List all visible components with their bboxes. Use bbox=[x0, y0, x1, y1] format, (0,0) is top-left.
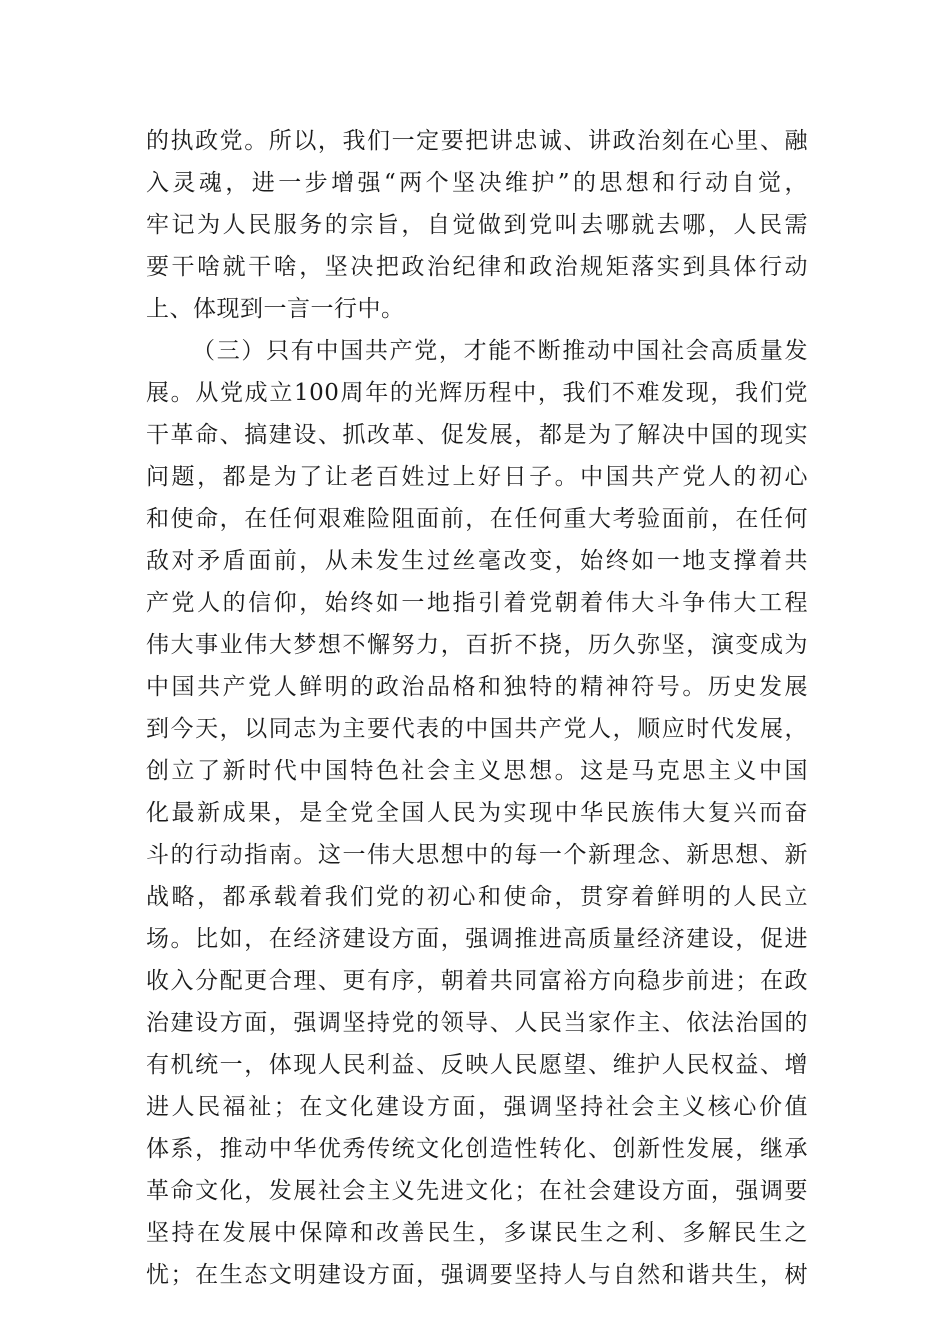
text-line: 革命文化，发展社会主义先进文化；在社会建设方面，强调要 bbox=[146, 1178, 808, 1204]
section-heading-line: （三）只有中国共产党，才能不断推动中国社会高质量发 bbox=[192, 338, 808, 364]
text-line: 展。从党成立100周年的光辉历程中，我们不难发现，我们党 bbox=[146, 380, 808, 406]
text-line: 收入分配更合理、更有序，朝着共同富裕方向稳步前进；在政 bbox=[146, 968, 808, 994]
text-line: 斗的行动指南。这一伟大思想中的每一个新理念、新思想、新 bbox=[146, 842, 808, 868]
text-line: 场。比如，在经济建设方面，强调推进高质量经济建设，促进 bbox=[146, 926, 808, 952]
text-line: 要干啥就干啥，坚决把政治纪律和政治规矩落实到具体行动 bbox=[146, 254, 808, 280]
text-line: 进人民福祉；在文化建设方面，强调坚持社会主义核心价值 bbox=[146, 1094, 808, 1120]
text-line: 入灵魂，进一步增强“两个坚决维护”的思想和行动自觉， bbox=[146, 170, 808, 196]
text-line: 到今天，以同志为主要代表的中国共产党人，顺应时代发展， bbox=[146, 716, 808, 742]
body-text bbox=[146, 120, 808, 1296]
text-line: 体系，推动中华优秀传统文化创造性转化、创新性发展，继承 bbox=[146, 1136, 808, 1162]
text-line: 牢记为人民服务的宗旨，自觉做到党叫去哪就去哪，人民需 bbox=[146, 212, 808, 238]
text-line: 战略，都承载着我们党的初心和使命，贯穿着鲜明的人民立 bbox=[146, 884, 808, 910]
text-line: 忧；在生态文明建设方面，强调要坚持人与自然和谐共生，树 bbox=[146, 1262, 808, 1288]
text-line: 创立了新时代中国特色社会主义思想。这是马克思主义中国 bbox=[146, 758, 808, 784]
text-line: 和使命，在任何艰难险阻面前，在任何重大考验面前，在任何 bbox=[146, 506, 808, 532]
text-line: 产党人的信仰，始终如一地指引着党朝着伟大斗争伟大工程 bbox=[146, 590, 808, 616]
text-line: 坚持在发展中保障和改善民生，多谋民生之利、多解民生之 bbox=[146, 1220, 808, 1246]
text-line: 的执政党。所以，我们一定要把讲忠诚、讲政治刻在心里、融 bbox=[146, 128, 808, 154]
text-line: 干革命、搞建设、抓改革、促发展，都是为了解决中国的现实 bbox=[146, 422, 808, 448]
text-line: 敌对矛盾面前，从未发生过丝毫改变，始终如一地支撑着共 bbox=[146, 548, 808, 574]
text-line: 中国共产党人鲜明的政治品格和独特的精神符号。历史发展 bbox=[146, 674, 808, 700]
text-line: 治建设方面，强调坚持党的领导、人民当家作主、依法治国的 bbox=[146, 1010, 808, 1036]
text-line: 上、体现到一言一行中。 bbox=[146, 296, 405, 322]
text-line: 有机统一，体现人民利益、反映人民愿望、维护人民权益、增 bbox=[146, 1052, 808, 1078]
text-line: 伟大事业伟大梦想不懈努力，百折不挠，历久弥坚，演变成为 bbox=[146, 632, 808, 658]
text-line: 问题，都是为了让老百姓过上好日子。中国共产党人的初心 bbox=[146, 464, 808, 490]
text-line: 化最新成果，是全党全国人民为实现中华民族伟大复兴而奋 bbox=[146, 800, 808, 826]
